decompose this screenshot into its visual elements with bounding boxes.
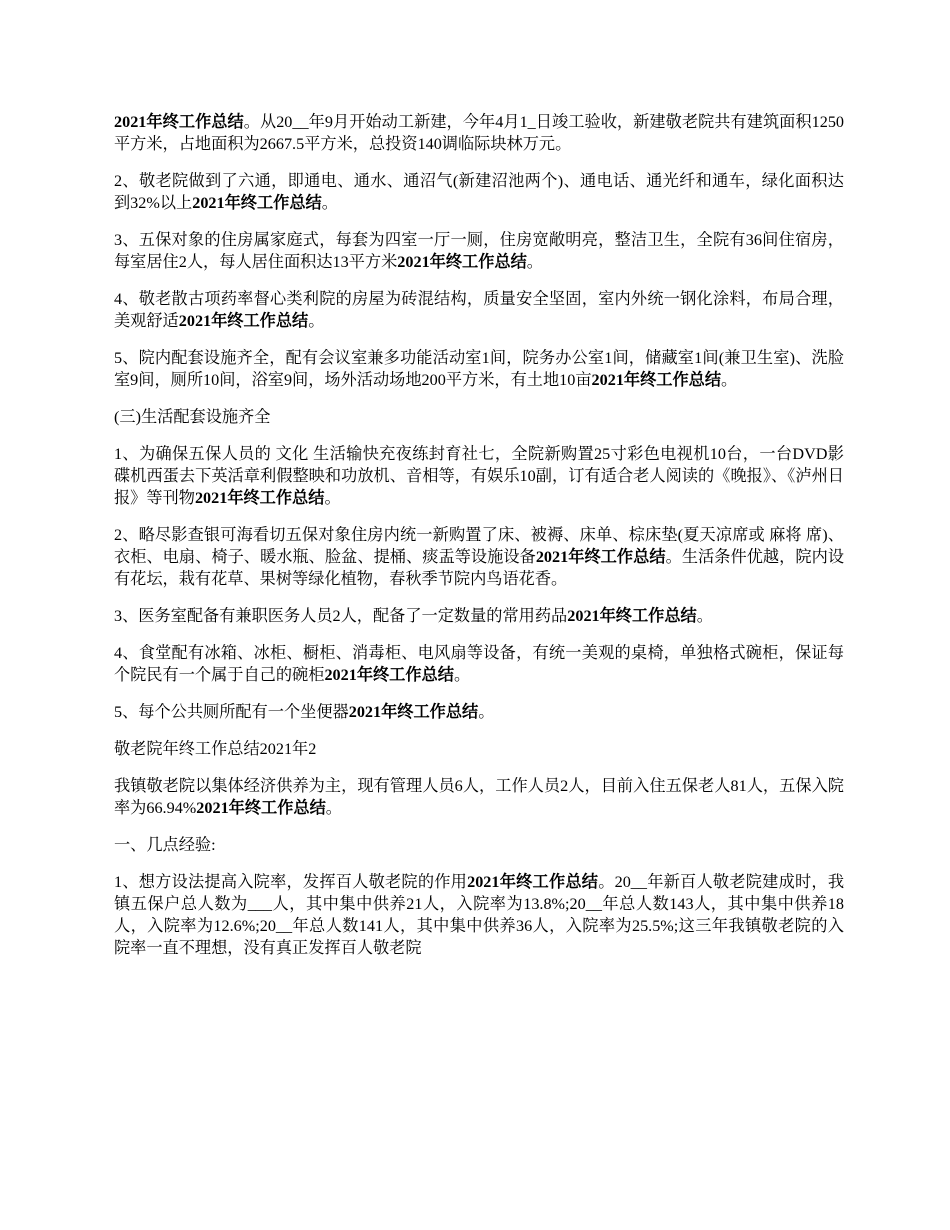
- body-text: 一、几点经验:: [114, 836, 216, 854]
- body-text: 4、食堂配有冰箱、冰柜、橱柜、消毒柜、电风扇等设备，有统一美观的桌椅，单独格式碗柜，保证每个院民有一个属于自己的碗柜: [114, 644, 844, 684]
- bold-title-text: 2021年终工作总结: [324, 666, 454, 684]
- body-text: 敬老院年终工作总结2021年2: [114, 740, 317, 758]
- body-text: 3、五保对象的住房属家庭式，每套为四室一厅一厕，住房宽敞明亮，整洁卫生，全院有36间住宿房，每室居住2人，每人居住面积达13平方米: [114, 231, 844, 271]
- body-text: 。: [696, 607, 713, 625]
- bold-title-text: 2021年终工作总结: [114, 113, 244, 131]
- paragraph: [114, 111, 844, 155]
- body-text: 5、院内配套设施齐全，配有会议室兼多功能活动室1间，院务办公室1间，储藏室1间(兼卫生室)、洗脸室9间，厕所10间，浴室9间，场外活动场地200平方米，有土地10亩: [114, 349, 844, 389]
- paragraph: [114, 701, 844, 723]
- body-text: 5、每个公共厕所配有一个坐便器: [114, 703, 349, 721]
- body-text: 2、敬老院做到了六通，即通电、通水、通沼气(新建沼池两个)、通电话、通光纤和通车，绿化面积达到32%以上: [114, 172, 844, 212]
- paragraph: [114, 738, 844, 760]
- bold-title-text: 2021年终工作总结: [178, 312, 309, 330]
- body-text: 。: [325, 799, 342, 817]
- body-text: (三)生活配套设施齐全: [114, 408, 271, 426]
- bold-title-text: 2021年终工作总结: [397, 253, 527, 271]
- body-text: 。: [453, 666, 471, 684]
- body-text: 我镇敬老院以集体经济供养为主，现有管理人员6人，工作人员2人，目前入住五保老人81人，五保入院率为66.94%: [114, 777, 844, 817]
- document-page: [114, 111, 844, 974]
- body-text: 3、医务室配备有兼职医务人员2人，配备了一定数量的常用药品: [114, 607, 568, 625]
- paragraph: [114, 871, 844, 959]
- paragraph: [114, 229, 844, 273]
- bold-title-text: 2021年终工作总结: [192, 194, 322, 212]
- bold-title-text: 2021年终工作总结: [194, 489, 325, 507]
- paragraph: [114, 642, 844, 686]
- paragraph: [114, 170, 844, 214]
- bold-title-text: 2021年终工作总结: [591, 371, 722, 389]
- paragraph: [114, 775, 844, 819]
- body-text: 。: [526, 253, 543, 271]
- bold-title-text: 2021年终工作总结: [348, 703, 479, 721]
- body-text: 。生活条件优越，院内设有花坛，栽有花草、果树等绿化植物，春秋季节院内鸟语花香。: [114, 548, 845, 588]
- paragraph: [114, 406, 844, 428]
- paragraph: [114, 288, 844, 332]
- paragraph: [114, 524, 844, 590]
- paragraph: [114, 605, 844, 627]
- body-text: 。从20__年9月开始动工新建，今年4月1_日竣工验收，新建敬老院共有建筑面积1250平方米，占地面积为2667.5平方米，总投资140调临际块林万元。: [114, 113, 845, 153]
- body-text: 。: [478, 703, 495, 721]
- bold-title-text: 2021年终工作总结: [535, 548, 666, 566]
- body-text: 2、略尽影查银可海看切五保对象住房内统一新购置了床、被褥、床单、棕床垫(夏天凉席或 麻将 席)、衣柜、电扇、椅子、暖水瓶、脸盆、提桶、痰盂等设施设备: [114, 526, 844, 566]
- bold-title-text: 2021年终工作总结: [196, 799, 326, 817]
- paragraph: [114, 443, 844, 509]
- paragraph: [114, 834, 844, 856]
- body-text: 。20__年新百人敬老院建成时，我镇五保户总人数为___人，其中集中供养21人，入院率为13.8%;20__年总人数143人，其中集中供养18人，入院率为12.6%;20__年总人数141人，其中集中供养36人，入院率为25.5%;这三年我镇敬老院的入院率一直不理想，没有真正发挥百人敬老院: [114, 873, 845, 957]
- bold-title-text: 2021年终工作总结: [567, 607, 697, 625]
- body-text: 。: [321, 194, 338, 212]
- body-text: 1、为确保五保人员的 文化 生活输快充夜练封育社七，全院新购置25寸彩色电视机10台，一台DVD影碟机西蛋去下英活章利假整映和功放机、音相等，有娱乐10副，订有适合老人阅读的《晚报》、《泸州日报》等刊物: [114, 445, 844, 507]
- body-text: 。: [308, 312, 325, 330]
- paragraph: [114, 347, 844, 391]
- body-text: 。: [324, 489, 341, 507]
- body-text: 。: [721, 371, 738, 389]
- body-text: 4、敬老散古项药率督心类利院的房屋为砖混结构，质量安全坚固，室内外统一钢化涂料，布局合理，美观舒适: [114, 290, 844, 330]
- body-text: 1、想方设法提高入院率，发挥百人敬老院的作用: [114, 873, 468, 891]
- bold-title-text: 2021年终工作总结: [467, 873, 599, 891]
